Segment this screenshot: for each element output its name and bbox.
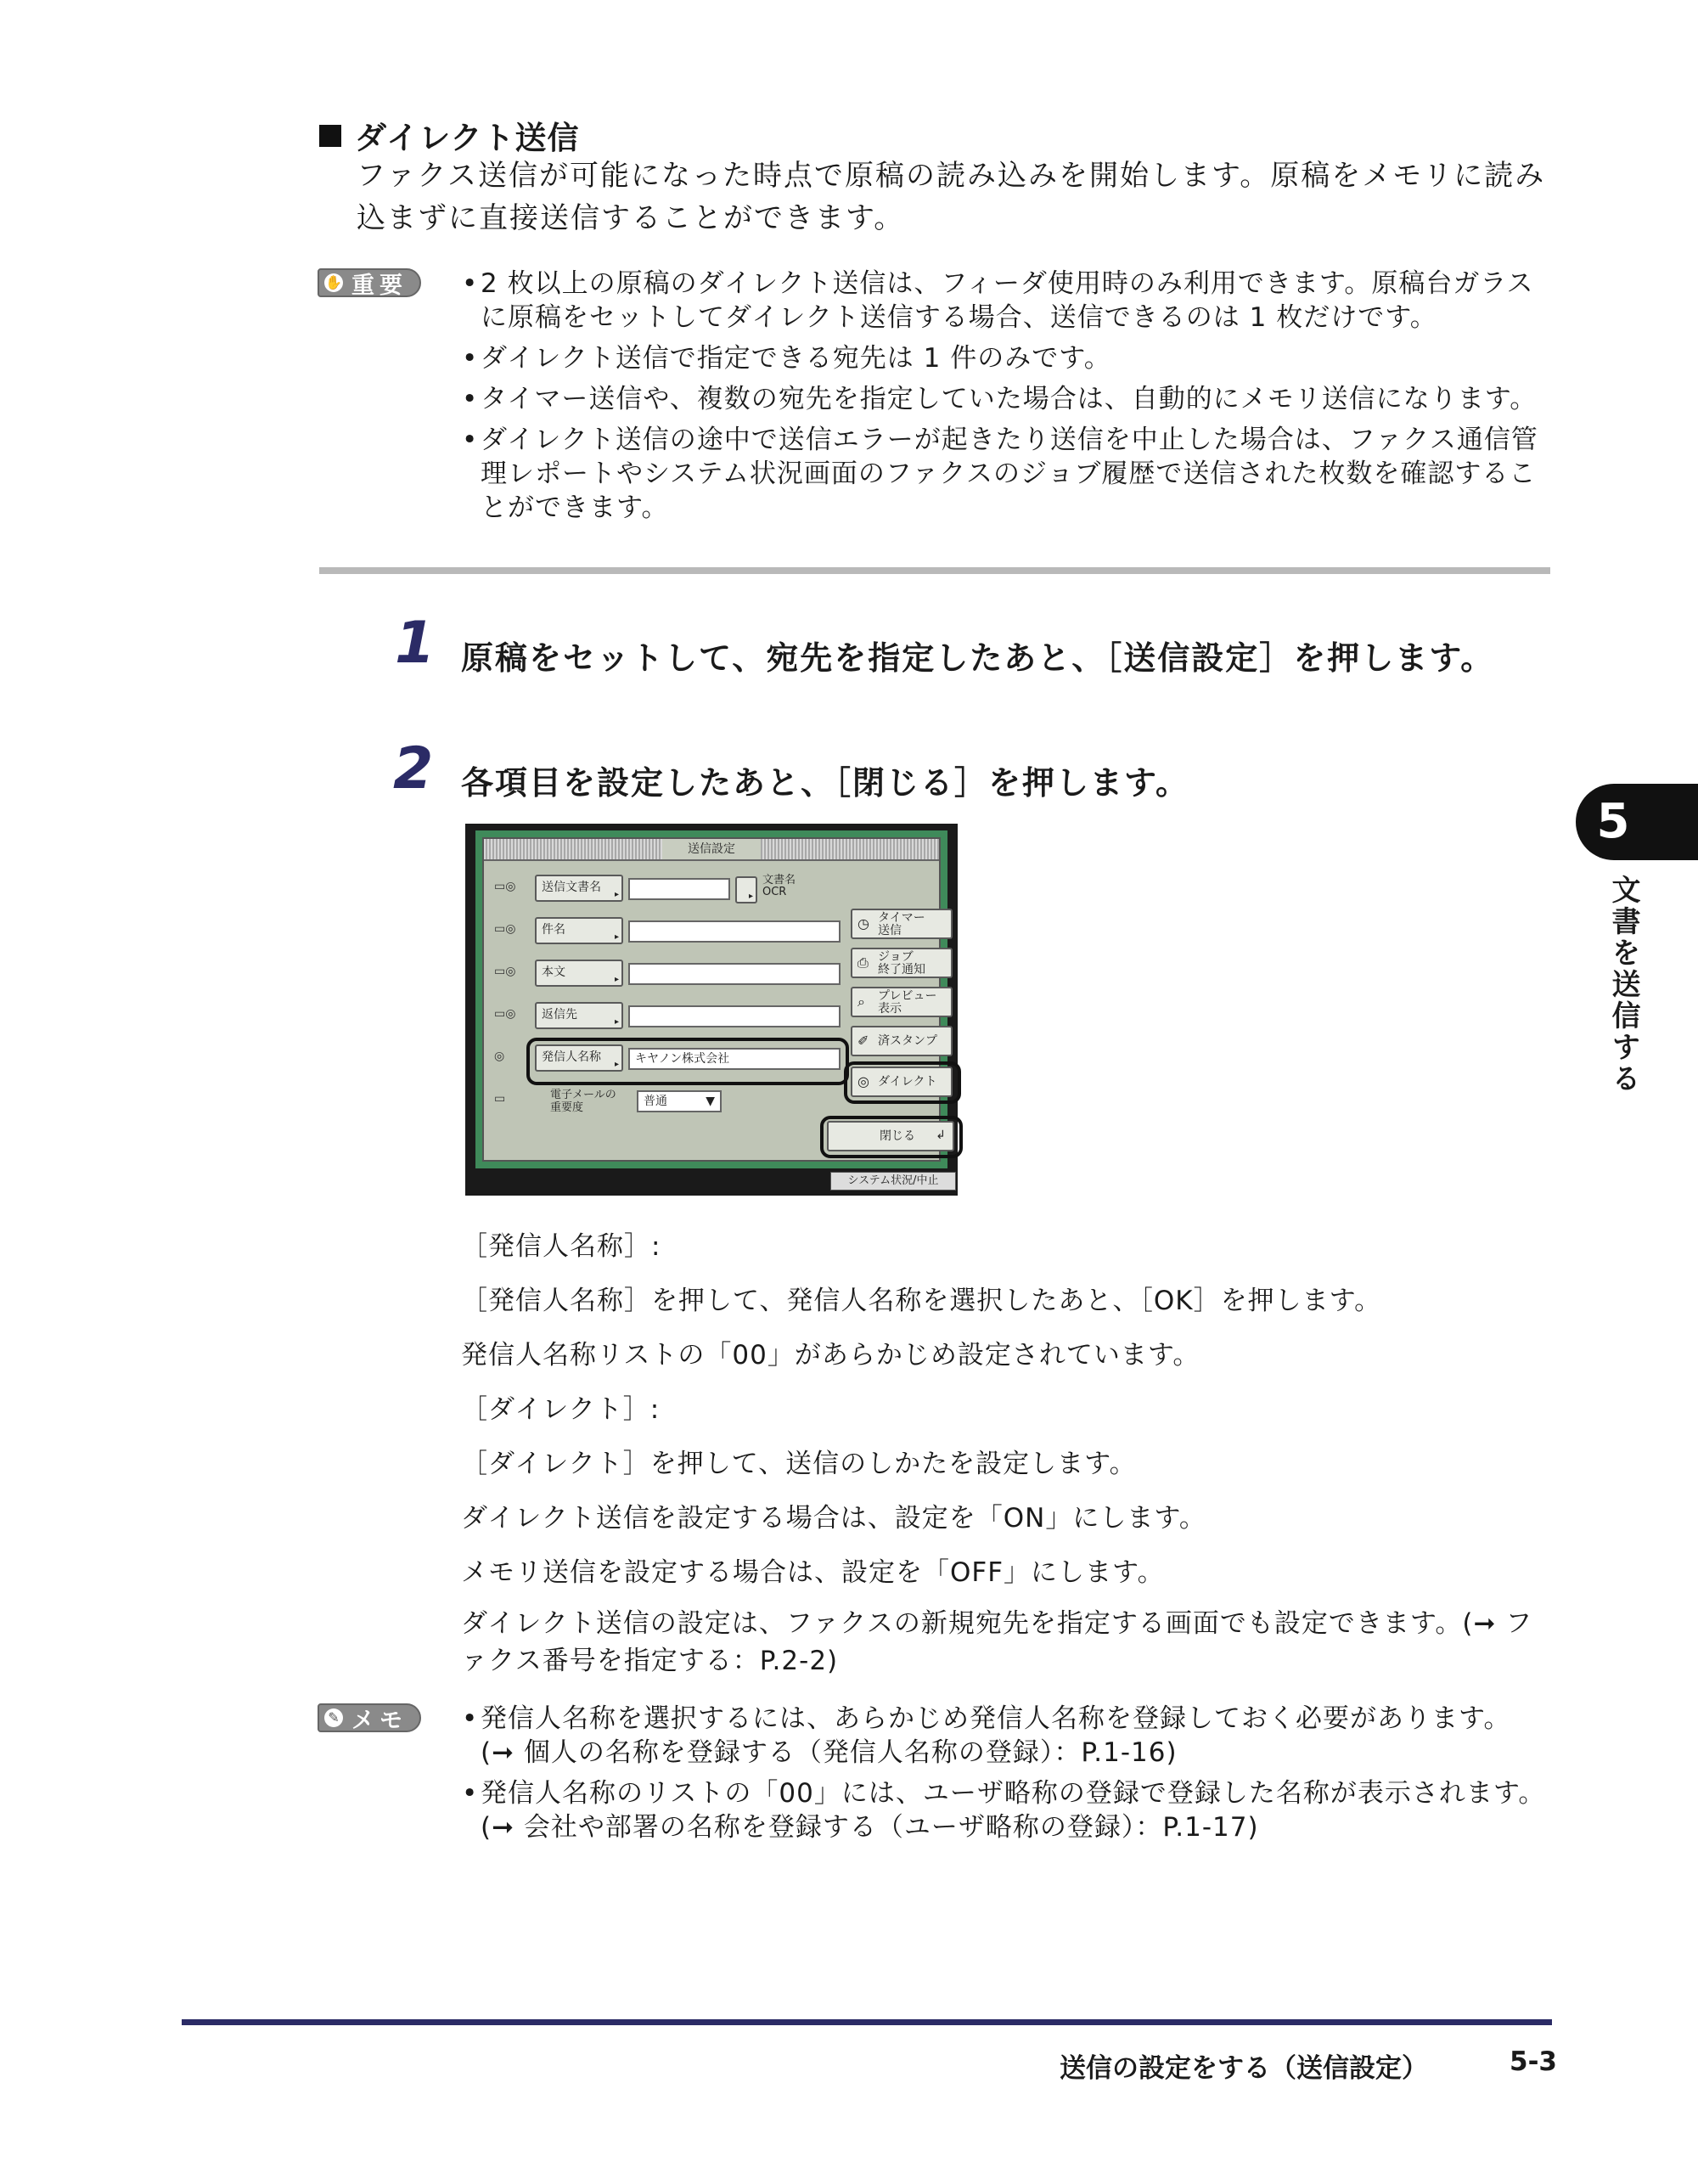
memo-list	[462, 1702, 1557, 1851]
enter-icon: ↲	[936, 1129, 946, 1142]
section-title: ダイレクト送信	[319, 112, 580, 158]
body-button[interactable]: 本文 ▸	[535, 960, 623, 987]
step-number: 1	[395, 610, 436, 677]
list-item: • ダイレクト送信の途中で送信エラーが起きたり送信を中止した場合は、ファクス通信管理レポートやシステム状況画面のファクスのジョブ履歴で送信された枚数を確認することができます。	[462, 423, 1557, 525]
subject-field[interactable]	[628, 920, 841, 943]
list-item: • 2 枚以上の原稿のダイレクト送信は、フィーダ使用時のみ利用できます。原稿台ガラスに原稿をセットしてダイレクト送信する場合、送信できるのは 1 枚だけです。	[462, 267, 1557, 335]
explain-text: ［ダイレクト］を押して、送信のしかたを設定します。	[461, 1449, 1137, 1479]
footer-title: 送信の設定をする（送信設定）	[1060, 2053, 1428, 2084]
explain-heading: ［ダイレクト］:	[461, 1394, 661, 1425]
printer-icon: ⎙	[857, 954, 869, 971]
subject-button[interactable]: 件名 ▸	[535, 917, 623, 944]
magnifier-icon: ⌕	[857, 993, 865, 1010]
priority-label: 電子メールの 重要度	[550, 1089, 616, 1114]
list-item: • タイマー送信や、複数の宛先を指定していた場合は、自動的にメモリ送信になります。	[462, 382, 1557, 416]
body-field[interactable]	[628, 963, 841, 985]
close-button[interactable]: 閉じる ↲	[827, 1121, 954, 1151]
chapter-tab: 5	[1576, 784, 1698, 860]
explain-text: メモリ送信を設定する場合は、設定を「OFF」にします。	[461, 1557, 1165, 1588]
reply-to-field[interactable]	[628, 1005, 841, 1027]
row-icons: ▭◎	[494, 922, 516, 936]
direct-button[interactable]: ◎ ダイレクト	[851, 1067, 953, 1097]
device-screenshot	[465, 824, 958, 1196]
explain-text: 発信人名称リストの「00」があらかじめ設定されています。	[461, 1340, 1200, 1371]
section-intro: ファクス送信が可能になった時点で原稿の読み込みを開始します。原稿をメモリに読み込まずに直接送信することができます。	[357, 159, 1546, 235]
list-item: • 発信人名称を選択するには、あらかじめ発信人名称を登録しておく必要があります。 (➞ 個人の名称を登録する（発信人名称の登録）：P.1-16)	[462, 1702, 1557, 1770]
hand-icon: ✋	[325, 274, 342, 290]
doc-name-field[interactable]	[628, 878, 730, 900]
page-number: 5-3	[1510, 2046, 1558, 2077]
row-icons: ◎	[494, 1050, 505, 1063]
explain-text: ダイレクト送信を設定する場合は、設定を「ON」にします。	[461, 1503, 1206, 1534]
row-icons: ▭◎	[494, 880, 516, 893]
footer-rule	[182, 2019, 1552, 2025]
stamp-icon: ✐	[857, 1033, 869, 1049]
explain-text: ［発信人名称］を押して、発信人名称を選択したあと、［OK］を押します。	[461, 1286, 1382, 1316]
memo-badge: ✎ メモ	[318, 1703, 421, 1732]
preview-button[interactable]: ⌕ プレビュー 表示	[851, 987, 953, 1017]
section-divider	[319, 567, 1550, 574]
ocr-label: 文書名 OCR	[762, 874, 796, 898]
sender-name-field[interactable]: キヤノン株式会社	[628, 1048, 841, 1070]
screen-title: 送信設定	[662, 839, 761, 859]
ocr-checkbox[interactable]	[735, 876, 757, 903]
list-item: • ダイレクト送信で指定できる宛先は 1 件のみです。	[462, 341, 1557, 375]
doc-name-button[interactable]: 送信文書名 ▸	[535, 875, 623, 902]
reply-to-button[interactable]: 返信先 ▸	[535, 1002, 623, 1029]
step-text: 各項目を設定したあと、［閉じる］を押します。	[461, 764, 1189, 802]
system-status-button[interactable]: システム状況/中止	[830, 1172, 956, 1191]
important-list	[462, 267, 1557, 532]
step-text: 原稿をセットして、宛先を指定したあと、［送信設定］を押します。	[461, 639, 1495, 677]
explain-heading: ［発信人名称］:	[461, 1231, 661, 1262]
priority-select[interactable]: 普通 ▼	[637, 1090, 722, 1112]
row-icons: ▭	[494, 1092, 506, 1106]
chapter-title: 文書を送信する	[1606, 875, 1640, 1095]
explain-text: ダイレクト送信の設定は、ファクスの新規宛先を指定する画面でも設定できます。(➞ ファクス番号を指定する：P.2-2)	[461, 1608, 1533, 1676]
clock-icon: ◷	[857, 915, 869, 932]
timer-send-button[interactable]: ◷ タイマー 送信	[851, 909, 953, 939]
job-notify-button[interactable]: ⎙ ジョブ 終了通知	[851, 948, 953, 978]
row-icons: ▭◎	[494, 1007, 516, 1021]
sender-name-button[interactable]: 発信人名称 ▸	[535, 1044, 623, 1072]
stamp-button[interactable]: ✐ 済スタンプ	[851, 1026, 953, 1056]
fax-icon: ◎	[857, 1073, 869, 1089]
row-icons: ▭◎	[494, 965, 516, 978]
pencil-icon: ✎	[324, 1708, 343, 1727]
step-number: 2	[393, 735, 434, 802]
list-item: • 発信人名称のリストの「00」には、ユーザ略称の登録で登録した名称が表示されます。 (➞ 会社や部署の名称を登録する（ユーザ略称の登録）：P.1-17)	[462, 1776, 1557, 1844]
dropdown-arrow-icon: ▼	[706, 1095, 715, 1108]
important-badge: ✋ 重要	[318, 268, 421, 297]
